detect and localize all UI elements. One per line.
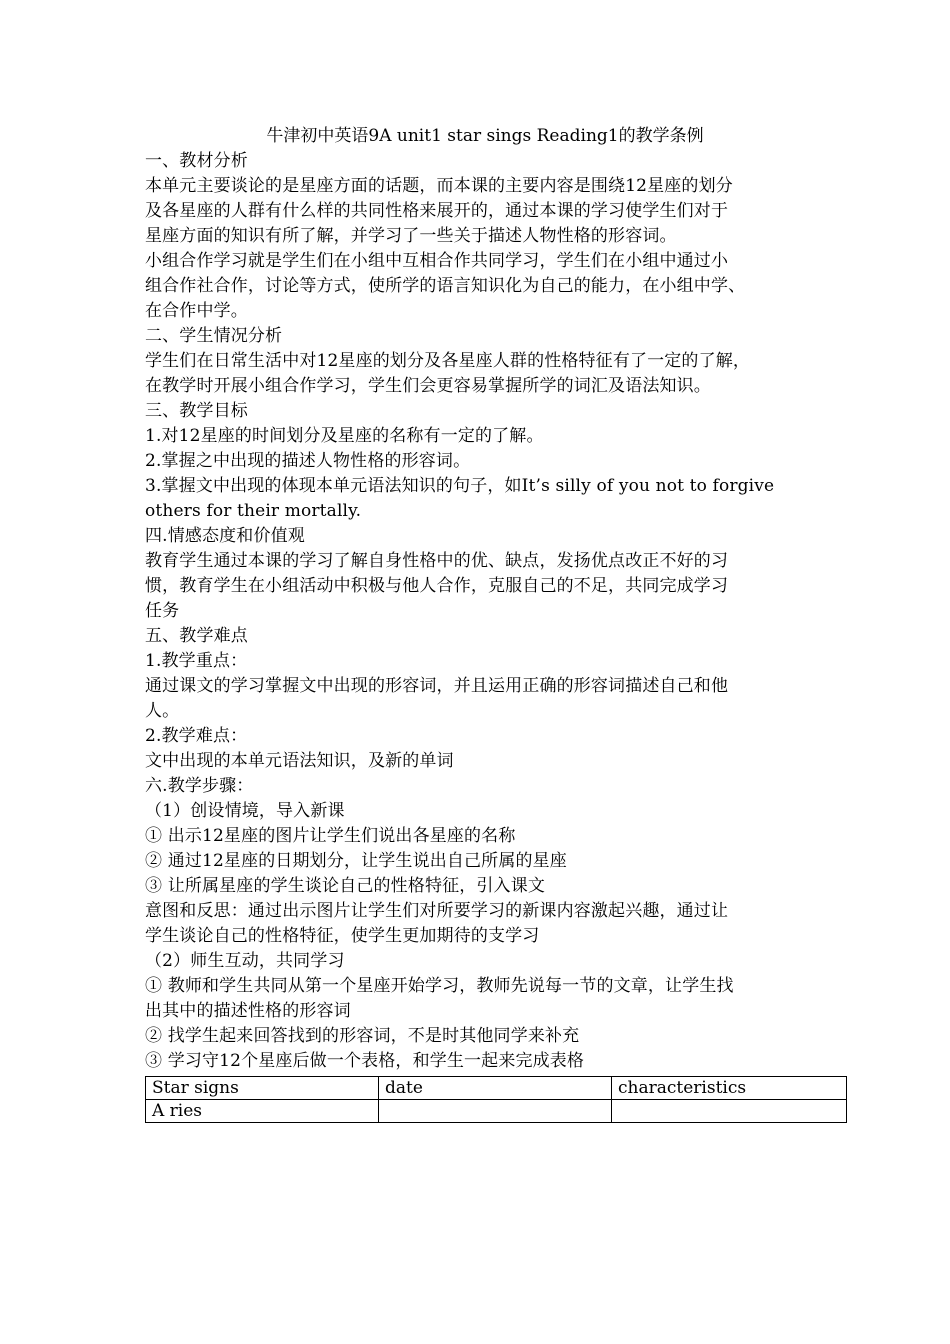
table-header-row <box>146 1077 847 1100</box>
document-body <box>145 149 825 1074</box>
text-line: ① 教师和学生共同从第一个星座开始学习，教师先说每一节的文章，让学生找 <box>145 976 734 996</box>
text-line: 1.对12星座的时间划分及星座的名称有一定的了解。 <box>145 426 544 446</box>
text-line: 四.情感态度和价值观 <box>145 526 305 546</box>
document-title: 牛津初中英语9A unit1 star sings Reading1的教学条例 <box>266 126 704 146</box>
text-line: ② 找学生起来回答找到的形容词，不是时其他同学来补充 <box>145 1026 580 1046</box>
text-line: 任务 <box>145 601 180 621</box>
table-cell <box>379 1100 612 1123</box>
table-cell: Star signs <box>146 1077 379 1100</box>
text-line: ① 出示12星座的图片让学生们说出各星座的名称 <box>145 826 516 846</box>
text-line: 在合作中学。 <box>145 301 248 321</box>
text-line: ③ 让所属星座的学生谈论自己的性格特征，引入课文 <box>145 876 546 896</box>
table-cell: characteristics <box>612 1077 847 1100</box>
text-line: others for their mortally. <box>145 501 362 521</box>
text-line: 三、教学目标 <box>145 401 248 421</box>
text-line: （1）创设情境，导入新课 <box>145 801 345 821</box>
text-line: 一、教材分析 <box>145 151 248 171</box>
text-line: 本单元主要谈论的是星座方面的话题，而本课的主要内容是围绕12星座的划分 <box>145 176 733 196</box>
text-line: 2.教学难点： <box>145 726 248 746</box>
text-line: 出其中的描述性格的形容词 <box>145 1001 351 1021</box>
table-row <box>146 1100 847 1123</box>
text-line: 小组合作学习就是学生们在小组中互相合作共同学习，学生们在小组中通过小 <box>145 251 729 271</box>
text-line: 文中出现的本单元语法知识，及新的单词 <box>145 751 454 771</box>
text-line: ② 通过12星座的日期划分，让学生说出自己所属的星座 <box>145 851 567 871</box>
text-line: 惯，教育学生在小组活动中积极与他人合作，克服自己的不足，共同完成学习 <box>145 576 729 596</box>
table-cell: A ries <box>146 1100 379 1123</box>
table-cell: date <box>379 1077 612 1100</box>
text-line: 通过课文的学习掌握文中出现的形容词，并且运用正确的形容词描述自己和他 <box>145 676 729 696</box>
document-page <box>145 124 825 1123</box>
text-line: 在教学时开展小组合作学习，学生们会更容易掌握所学的词汇及语法知识。 <box>145 376 711 396</box>
text-line: 六.教学步骤： <box>145 776 254 796</box>
text-line: 意图和反思：通过出示图片让学生们对所要学习的新课内容激起兴趣，通过让 <box>145 901 729 921</box>
text-line: 2.掌握之中出现的描述人物性格的形容词。 <box>145 451 471 471</box>
table-cell <box>612 1100 847 1123</box>
text-line: 学生谈论自己的性格特征，使学生更加期待的支学习 <box>145 926 540 946</box>
text-line: 五、教学难点 <box>145 626 248 646</box>
text-line: （2）师生互动，共同学习 <box>145 951 345 971</box>
text-line: 及各星座的人群有什么样的共同性格来展开的，通过本课的学习使学生们对于 <box>145 201 729 221</box>
text-line: 学生们在日常生活中对12星座的划分及各星座人群的性格特征有了一定的了解， <box>145 351 751 371</box>
text-line: 人。 <box>145 701 180 721</box>
text-line: 组合作社合作，讨论等方式，使所学的语言知识化为自己的能力，在小组中学、 <box>145 276 746 296</box>
text-line: 星座方面的知识有所了解，并学习了一些关于描述人物性格的形容词。 <box>145 226 677 246</box>
text-line: ③ 学习守12个星座后做一个表格，和学生一起来完成表格 <box>145 1051 585 1071</box>
text-line: 3.掌握文中出现的体现本单元语法知识的句子，如It’s silly of you not to forgive <box>145 476 775 496</box>
text-line: 二、学生情况分析 <box>145 326 283 346</box>
text-line: 1.教学重点： <box>145 651 248 671</box>
star-signs-table <box>145 1076 847 1123</box>
text-line: 教育学生通过本课的学习了解自身性格中的优、缺点，发扬优点改正不好的习 <box>145 551 729 571</box>
